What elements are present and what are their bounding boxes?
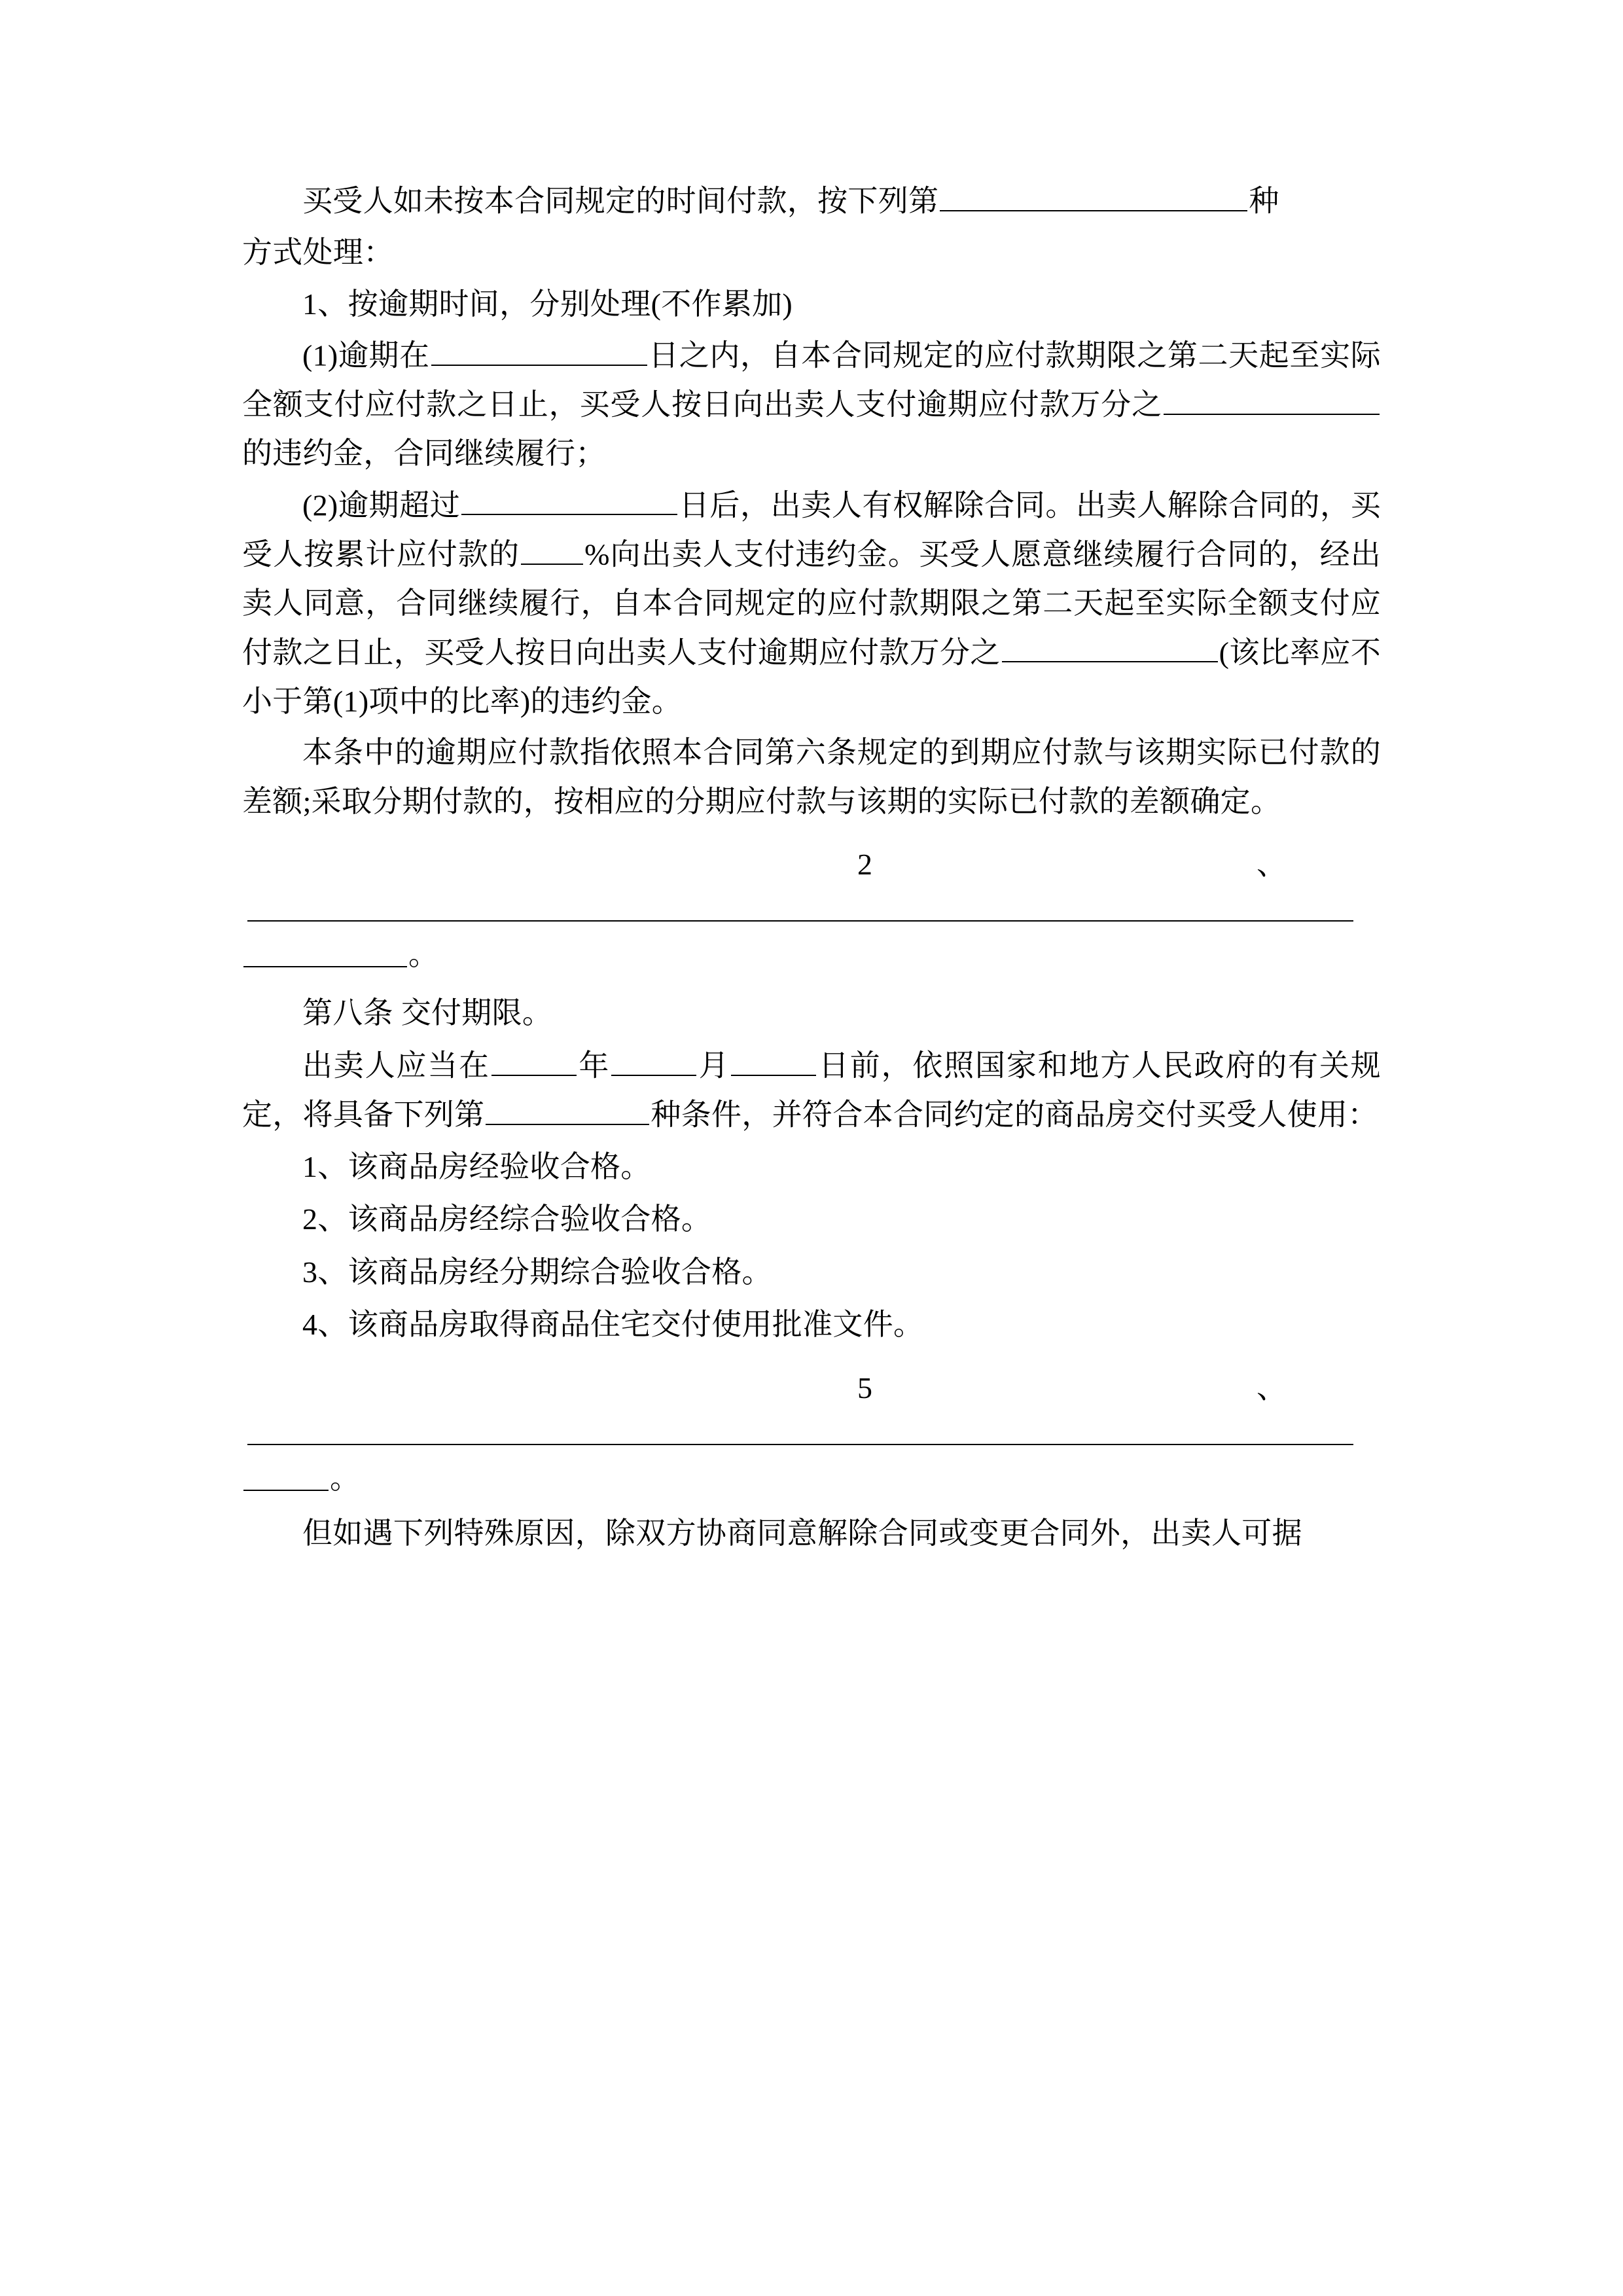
paragraph-text-year: 年	[577, 1049, 611, 1083]
fill-blank-line-1-tail	[242, 931, 1381, 980]
paragraph-item-1-1	[242, 331, 1381, 478]
paragraph-text-month: 月	[698, 1049, 730, 1083]
list-item-1: 1、该商品房经验收合格。	[302, 1149, 651, 1183]
paragraph-text-cont: 日之内，自本合同规定的应付款期限之第二天起至实际全额支付应付款之日止，买受人按日向出卖人支付逾期应付款万分之	[242, 338, 1382, 422]
item-number: 5	[857, 1371, 873, 1405]
fill-blank-line-2-tail	[242, 1454, 1381, 1503]
numbered-item-5	[242, 1364, 1381, 1403]
list-item-3: 3、该商品房经分期综合验收合格。	[302, 1255, 772, 1289]
fill-blank-percent[interactable]	[521, 530, 583, 565]
paragraph-payment-default	[242, 177, 1381, 226]
paragraph-item-1-2	[242, 481, 1381, 726]
paragraph-text-cont: 日前，依照国家和地方人民政府的有关规定，将具备下列第	[242, 1049, 1381, 1132]
list-item-2: 2、该商品房经综合验收合格。	[302, 1202, 712, 1236]
item-number: 2	[857, 848, 873, 882]
fill-blank-method[interactable]	[940, 177, 1247, 211]
fill-blank-penalty-rate-1[interactable]	[1164, 380, 1380, 415]
fill-blank-line-2[interactable]	[247, 1410, 1353, 1445]
paragraph-overdue-definition: 本条中的逾期应付款指依照本合同第六条规定的到期应付款与该期实际已付款的差额;采取分期付款的，按相应的分期应付款与该期的实际已付款的差额确定。	[242, 736, 1381, 818]
fill-blank-day[interactable]	[731, 1041, 816, 1076]
paragraph-text: 买受人如未按本合同规定的时间付款，按下列第	[302, 184, 939, 218]
paragraph-text: (1)逾期在	[302, 338, 430, 372]
paragraph-delivery-date	[242, 1041, 1381, 1139]
fill-blank-line-2-end[interactable]	[243, 1456, 329, 1491]
paragraph-text-cont: 种	[1249, 184, 1279, 218]
fill-blank-year[interactable]	[491, 1041, 577, 1076]
paragraph-text: 。	[408, 938, 439, 972]
paragraph-text-end: 种条件，并符合本合同约定的商品房交付买受人使用：	[651, 1098, 1378, 1132]
numbered-item-2	[242, 840, 1381, 880]
paragraph-method-handling: 方式处理：	[242, 236, 394, 270]
paragraph-item-1: 1、按逾期时间，分别处理(不作累加)	[302, 287, 793, 321]
fill-blank-line-1[interactable]	[247, 886, 1353, 922]
fill-blank-condition-no[interactable]	[486, 1090, 649, 1125]
item-mark: 、	[1257, 1371, 1287, 1405]
paragraph-text-end: (该比率应不小于第(1)项中的比率)的违约金。	[242, 636, 1382, 718]
item-mark: 、	[1257, 848, 1287, 882]
fill-blank-overdue-days-1[interactable]	[431, 331, 647, 366]
list-item-4: 4、该商品房取得商品住宅交付使用批准文件。	[302, 1308, 924, 1342]
paragraph-text-cont: 日后，出卖人有权解除合同。出卖人解除合同的，买受人按累计应付款的	[242, 488, 1381, 571]
paragraph-text-end: 的违约金，合同继续履行；	[242, 437, 606, 471]
fill-blank-line-1-end[interactable]	[243, 933, 407, 968]
paragraph-text: 出卖人应当在	[302, 1049, 490, 1083]
paragraph-text-cont2: %向出卖人支付违约金。买受人愿意继续履行合同的，经出卖人同意，合同继续履行，自本合同规定的应付款期限之第二天起至实际全额支付应付款之日止，买受人按日向出卖人支付逾期应付款万分之	[242, 537, 1382, 670]
paragraph-text: 。	[330, 1461, 361, 1495]
paragraph-special-reasons: 但如遇下列特殊原因，除双方协商同意解除合同或变更合同外，出卖人可据	[302, 1516, 1302, 1551]
section-heading-article-8: 第八条 交付期限。	[302, 996, 553, 1030]
paragraph-text: (2)逾期超过	[302, 488, 461, 522]
document-body	[242, 177, 1381, 1558]
fill-blank-overdue-days-2[interactable]	[461, 481, 677, 516]
fill-blank-penalty-rate-2[interactable]	[1002, 628, 1218, 663]
fill-blank-month[interactable]	[611, 1041, 696, 1076]
